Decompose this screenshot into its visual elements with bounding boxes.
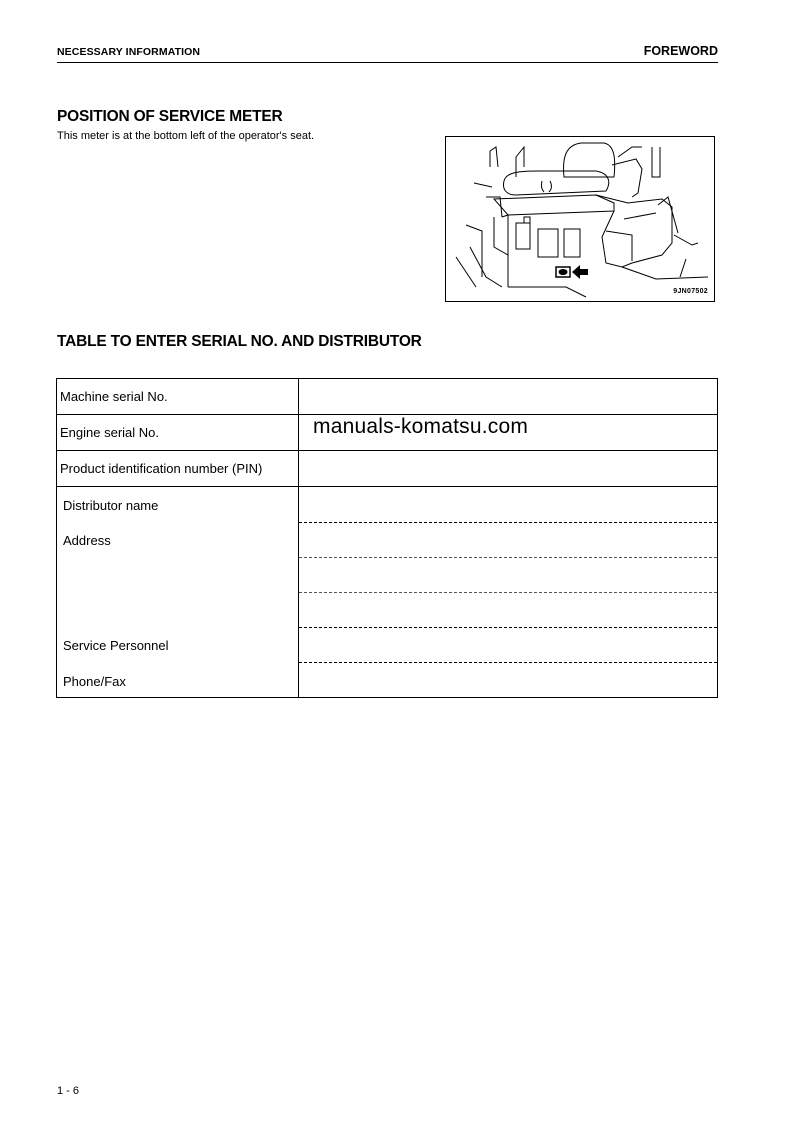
page-number: 1 - 6 <box>57 1085 80 1097</box>
arrow-left-icon <box>572 265 588 279</box>
phone-fax-label: Phone/Fax <box>63 674 126 689</box>
header-section-title: NECESSARY INFORMATION <box>57 46 201 58</box>
service-personnel-label: Service Personnel <box>63 638 169 653</box>
table-row <box>57 379 718 415</box>
distributor-name-label: Distributor name <box>63 498 159 513</box>
dashed-line <box>299 522 717 523</box>
distributor-info-field[interactable] <box>299 487 718 698</box>
engine-serial-label: Engine serial No. <box>57 415 299 451</box>
header-divider <box>57 62 718 63</box>
table-row <box>57 451 718 487</box>
table-row <box>57 487 718 698</box>
serial-table-heading: TABLE TO ENTER SERIAL NO. AND DISTRIBUTOR <box>57 333 422 350</box>
service-meter-figure <box>445 136 715 302</box>
watermark-text: manuals-komatsu.com <box>313 415 529 438</box>
dashed-line <box>299 627 717 628</box>
dashed-line <box>299 557 717 558</box>
dashed-line <box>299 662 717 663</box>
machine-serial-field[interactable] <box>299 379 718 415</box>
dashed-line <box>299 592 717 593</box>
operator-seat-illustration <box>446 137 714 301</box>
distributor-labels-cell <box>57 487 299 698</box>
header-chapter-title: FOREWORD <box>643 44 718 58</box>
service-meter-heading: POSITION OF SERVICE METER <box>57 108 283 125</box>
figure-id: 9JN07502 <box>673 288 708 295</box>
pin-field[interactable] <box>299 451 718 487</box>
service-meter-description: This meter is at the bottom left of the operator's seat. <box>57 130 315 142</box>
pin-label: Product identification number (PIN) <box>57 451 299 487</box>
machine-serial-label: Machine serial No. <box>57 379 299 415</box>
address-label: Address <box>63 533 111 548</box>
